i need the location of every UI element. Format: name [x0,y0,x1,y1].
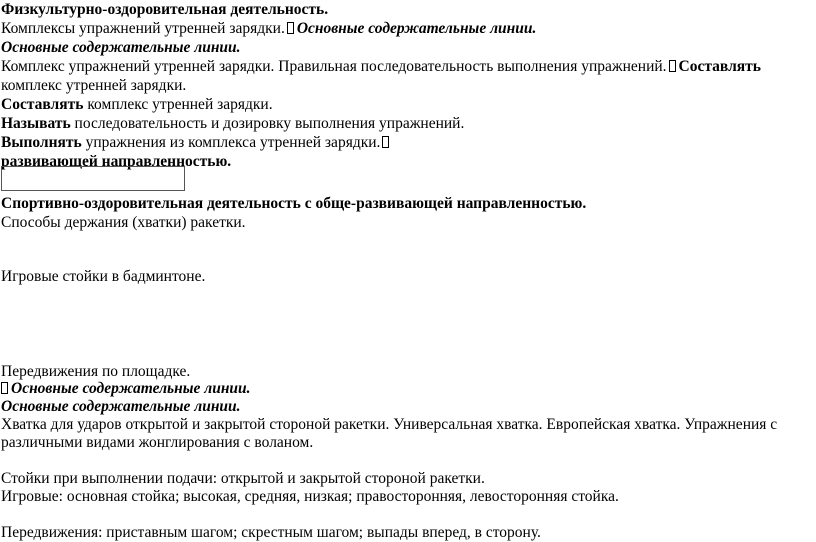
section-heading-sport: Спортивно-оздоровительная деятельность с обще-развивающей направленностью. [1,195,587,212]
text-line: комплекс утренней зарядки. [1,77,187,94]
text-line: различными видами жонглирования с воланом. [1,434,314,451]
missing-glyph-icon [287,22,294,34]
missing-glyph-icon [1,382,8,394]
text-segment: комплекс утренней зарядки. [83,96,273,113]
text-line [1,57,761,76]
action-verb: Составлять [1,96,84,113]
empty-box [1,166,185,191]
action-verb: Составлять [678,58,761,75]
missing-glyph-icon [382,136,389,148]
text-line [1,133,392,152]
text-line: Способы держания (хватки) ракетки. [1,214,246,231]
text-segment: упражнения из комплекса утренней зарядки. [81,134,381,151]
missing-glyph-icon [669,60,676,72]
text-segment: последовательность и дозировку выполнения упражнений. [70,115,465,132]
text-line [1,19,536,38]
text-segment: Комплексы упражнений утренней зарядки. [1,20,285,37]
text-line: Игровые стойки в бадминтоне. [1,268,206,285]
text-line [1,95,273,114]
action-verb: Называть [1,115,71,132]
text-line: Передвижения: приставным шагом; скрестным шагом; выпады вперед, в сторону. [1,524,541,541]
emphasis-heading: Основные содержательные линии. [11,380,251,397]
emphasis-heading: Основные содержательные линии. [1,398,241,415]
text-line: Игровые: основная стойка; высокая, средняя, низкая; правосторонняя, левосторонняя стойка. [1,488,619,505]
bold-line: развивающей направленностью. [1,153,232,170]
text-segment: Комплекс упражнений утренней зарядки. Правильная последовательность выполнения упражнений. [1,58,667,75]
text-line: Хватка для ударов открытой и закрытой стороной ракетки. Универсальная хватка. Европейская хватка. Упражнения с [1,416,778,433]
text-line [1,379,251,398]
section-heading-fitness: Физкультурно-оздоровительная деятельность. [1,1,329,18]
text-line: Передвижения по площадке. [1,363,191,380]
emphasis-heading: Основные содержательные линии. [296,20,537,37]
action-verb: Выполнять [1,134,82,151]
emphasis-heading: Основные содержательные линии. [1,39,241,56]
text-line: Стойки при выполнении подачи: открытой и закрытой стороной ракетки. [1,470,485,487]
text-line [1,114,464,133]
